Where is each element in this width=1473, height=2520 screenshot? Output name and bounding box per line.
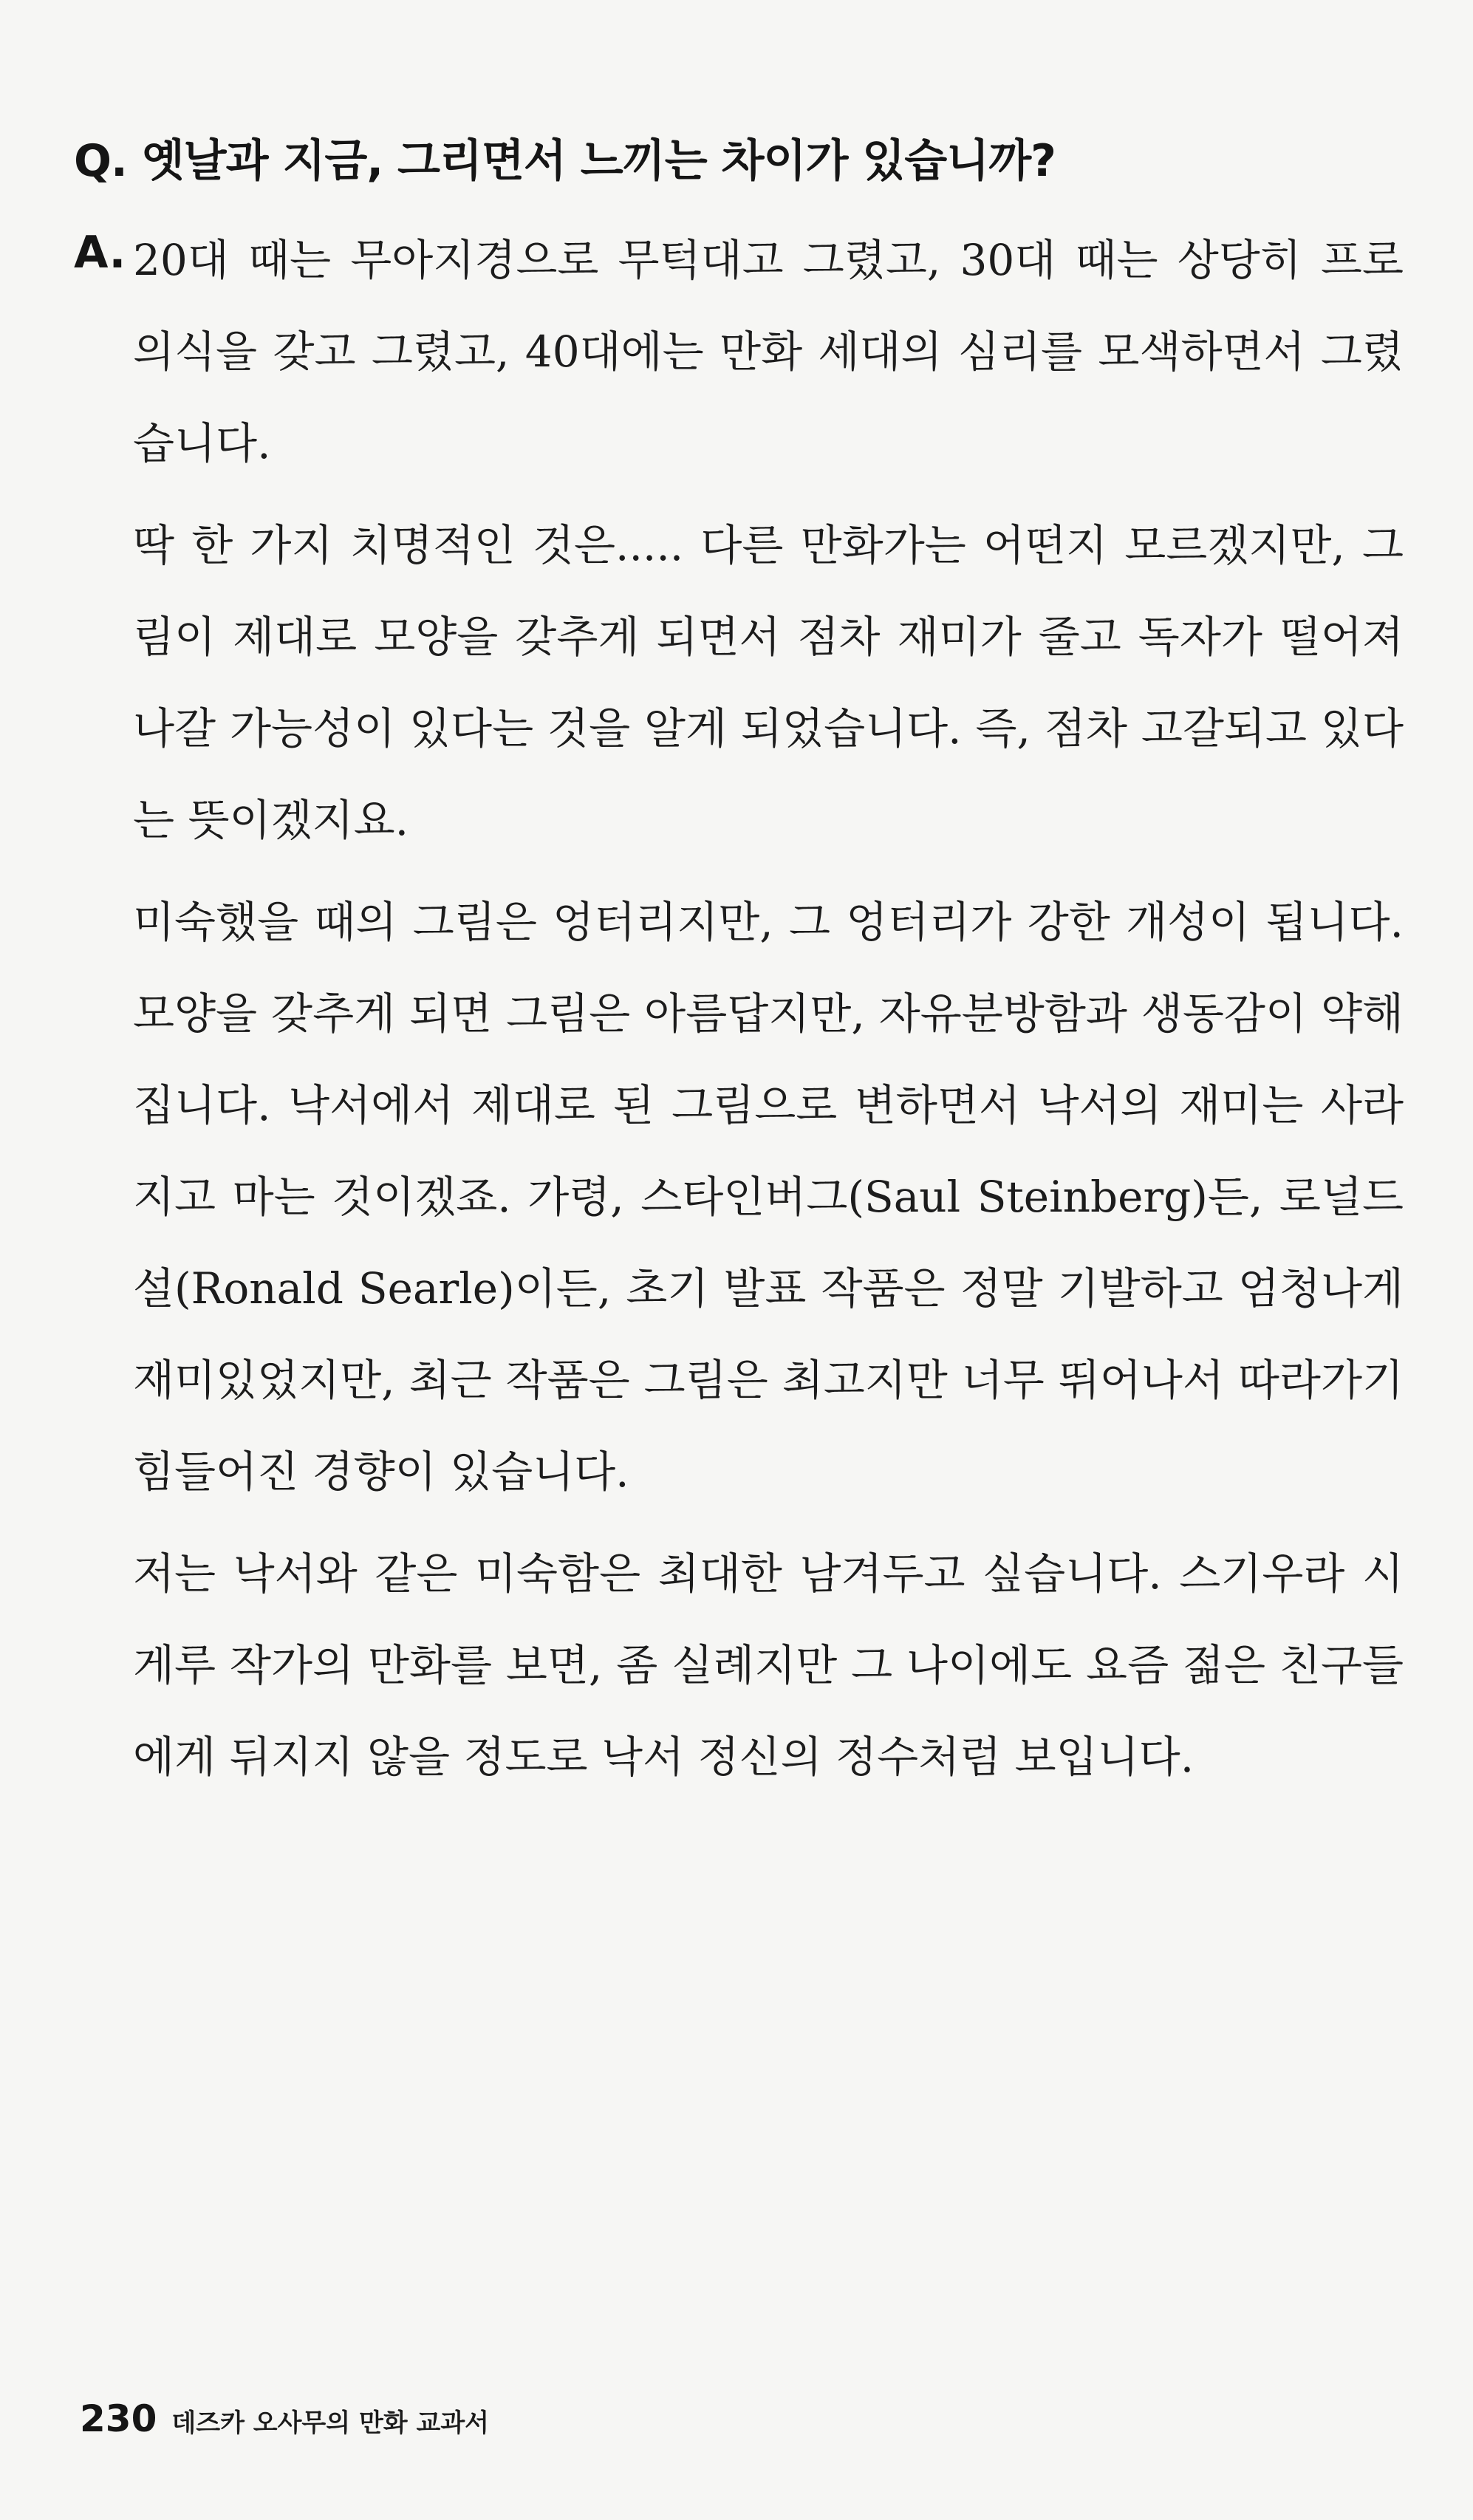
answer-body bbox=[133, 214, 1404, 1813]
answer-paragraph: 저는 낙서와 같은 미숙함은 최대한 남겨두고 싶습니다. 스기우라 시게루 작가의 만화를 보면, 좀 실례지만 그 나이에도 요즘 젊은 친구들에게 뒤지지 않을 정도로 낙서 정신의 정수처럼 보입니다. bbox=[133, 1548, 1404, 1782]
answer-paragraph: 딱 한 가지 치명적인 것은..... 다른 만화가는 어떤지 모르겠지만, 그림이 제대로 모양을 갖추게 되면서 점차 재미가 줄고 독자가 떨어져 나갈 가능성이 있다는 것을 알게 되었습니다. 즉, 점차 고갈되고 있다는 뜻이겠지요. bbox=[133, 520, 1404, 845]
answer-paragraph: 20대 때는 무아지경으로 무턱대고 그렸고, 30대 때는 상당히 프로 의식을 갖고 그렸고, 40대에는 만화 세대의 심리를 모색하면서 그렸습니다. bbox=[133, 235, 1404, 468]
answer-paragraph: 미숙했을 때의 그림은 엉터리지만, 그 엉터리가 강한 개성이 됩니다. 모양을 갖추게 되면 그림은 아름답지만, 자유분방함과 생동감이 약해집니다. 낙서에서 제대로 된 그림으로 변하면서 낙서의 재미는 사라지고 마는 것이겠죠. 가령, 스타인버그(Saul Steinberg)든, 로널드 설(Ronald Searle)이든, 초기 발표 작품은 정말 기발하고 엄청나게 재미있었지만, 최근 작품은 그림은 최고지만 너무 뛰어나서 따라가기 힘들어진 경향이 있습니다. bbox=[133, 897, 1404, 1497]
book-title: 데즈카 오사무의 만화 교과서 bbox=[171, 2408, 490, 2438]
answer-marker: A. bbox=[74, 227, 126, 279]
page-footer bbox=[80, 2397, 489, 2440]
question-heading: Q. 옛날과 지금, 그리면서 느끼는 차이가 있습니까? bbox=[74, 135, 1056, 187]
page-number: 230 bbox=[80, 2397, 157, 2440]
